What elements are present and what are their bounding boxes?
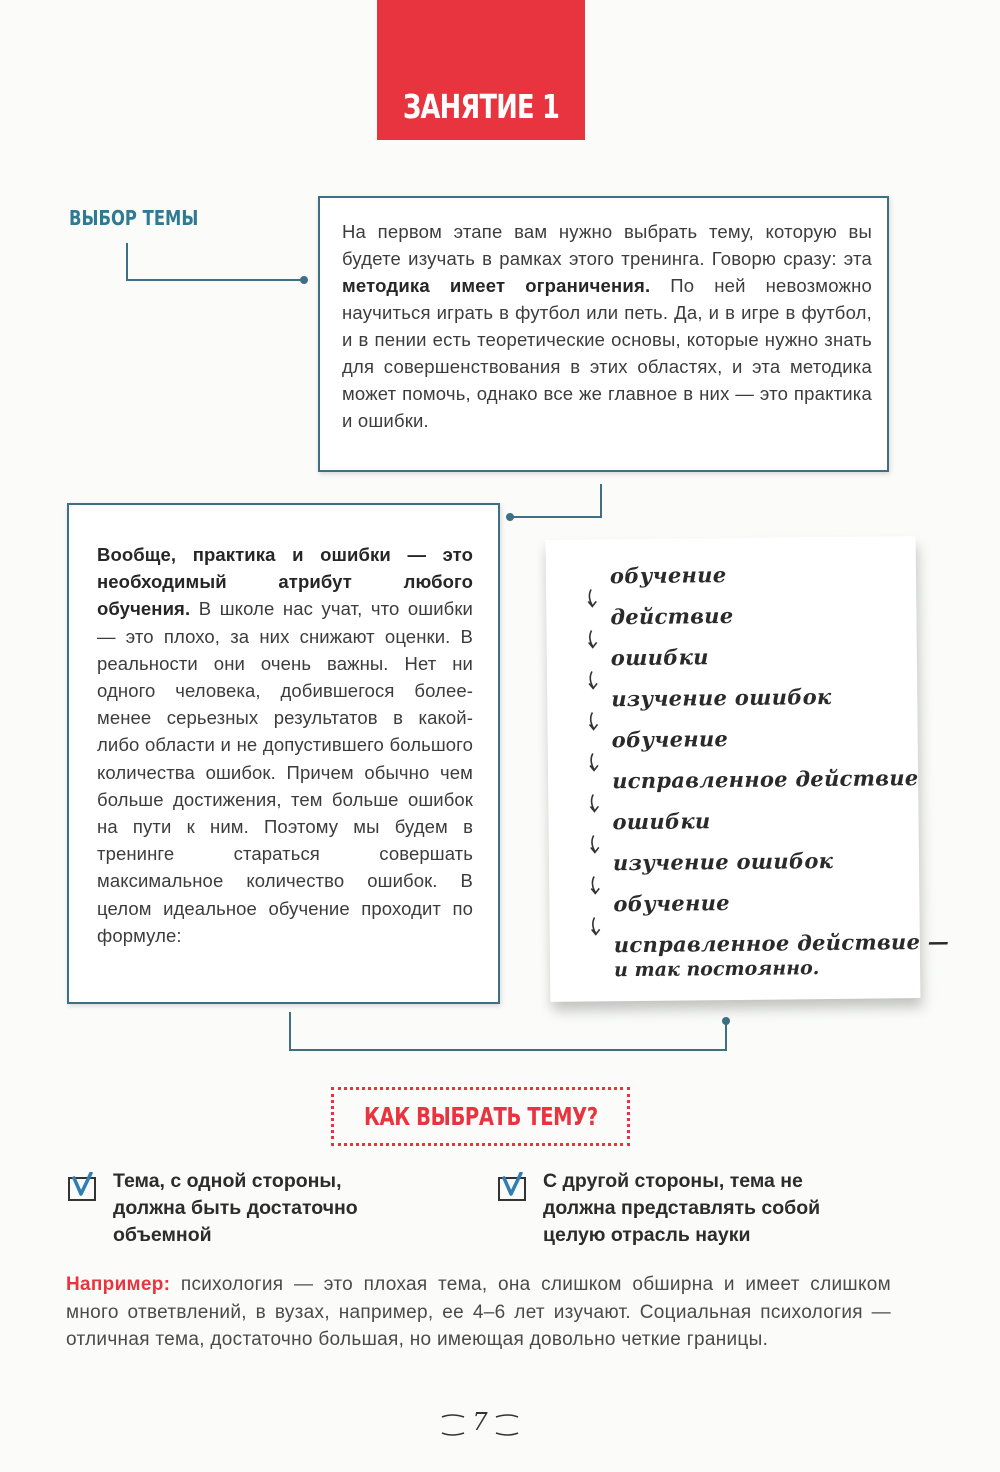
example-text: психология — это плохая тема, она слишком обширна и имеет слишком много ответвлений, в вузах, например, ее 4–6 лет изучают. Социальная психология — отличная тема, достаточно большая, но имеющая довольно четкие границы. <box>66 1274 891 1350</box>
formula-tail: и так постоянно. <box>613 957 820 982</box>
connector-dot-2 <box>506 513 514 521</box>
intro-text-bold: методика имеет ограничения. <box>342 275 651 296</box>
checklist-item <box>67 1168 407 1249</box>
connector-dot-3 <box>722 1017 730 1025</box>
formula-item: ошибки <box>612 808 711 835</box>
curved-arrow-icon <box>587 628 601 650</box>
curved-arrow-icon <box>588 792 602 814</box>
formula-item: исправленное действие <box>611 765 919 794</box>
practice-text-body: В школе нас учат, что ошибки — это плохо, за них снижают оценки. В реальности они очень важны. Нет ни одного человека, добившегося более-менее серьезных результатов в какой-либо области и не допустившего большого количества ошибок. Причем обычно чем больше достижения, тем больше ошибок на пути к ним. Поэтому мы будем в тренинге стараться совершать максимальное количество ошибок. В целом идеальное обучение проходит по формуле: <box>97 598 473 946</box>
curved-arrow-icon <box>587 710 601 732</box>
formula-item: изучение ошибок <box>612 847 834 876</box>
question-box <box>331 1087 630 1146</box>
curved-arrow-icon <box>588 751 602 773</box>
formula-item: обучение <box>609 562 727 589</box>
checkbox-checked-icon <box>67 1172 99 1202</box>
checkbox-checked-icon <box>497 1172 529 1202</box>
checklist-item <box>497 1168 877 1249</box>
curved-arrow-icon <box>586 587 600 609</box>
section-label: ВЫБОР ТЕМЫ <box>69 206 199 230</box>
example-label: Например: <box>66 1274 171 1295</box>
connector-box1-to-box2 <box>512 484 601 517</box>
curved-arrow-icon <box>587 669 601 691</box>
formula-item: действие <box>610 602 734 630</box>
checklist-item-text: С другой стороны, тема не должна представлять собой целую отрасль науки <box>543 1170 821 1246</box>
intro-text <box>342 218 872 434</box>
intro-box <box>318 196 889 472</box>
intro-text-part1: На первом этапе вам нужно выбрать тему, которую вы будете изучать в рамках этого тренинга. Говорю сразу: эта <box>342 221 872 269</box>
formula-item: обучение <box>613 890 730 917</box>
example-paragraph <box>66 1271 891 1354</box>
curved-arrow-icon <box>590 915 604 937</box>
practice-box <box>67 503 500 1004</box>
lesson-title: ЗАНЯТИЕ 1 <box>402 87 560 126</box>
formula-item: обучение <box>611 726 729 753</box>
formula-note-card <box>546 536 950 1002</box>
formula-item: исправленное действие — <box>613 928 950 958</box>
practice-text <box>97 541 473 949</box>
page-number: 7 <box>472 1408 488 1436</box>
formula-item: ошибки <box>610 644 709 671</box>
curved-arrow-icon <box>589 833 603 855</box>
connector-dot-1 <box>300 276 308 284</box>
connector-box2-to-card <box>290 1012 726 1050</box>
curved-arrow-icon <box>589 874 603 896</box>
practice-text-bold: Вообще, практика и ошибки — это необходимый атрибут любого обучения. <box>97 544 473 620</box>
intro-text-part2: По ней невозможно научиться играть в футбол или петь. Да, и в игре в футбол, и в пении есть теоретические основы, которые нужно знать для совершенствования в этих областях, и эта методика может помочь, однако все же главное в них — это практика и ошибки. <box>342 275 872 431</box>
question-title: КАК ВЫБРАТЬ ТЕМУ? <box>363 1102 598 1131</box>
checklist-item-text: Тема, с одной стороны, должна быть достаточно объемной <box>113 1170 358 1246</box>
connector-label-to-box1 <box>127 243 303 280</box>
formula-item: изучение ошибок <box>611 683 832 712</box>
